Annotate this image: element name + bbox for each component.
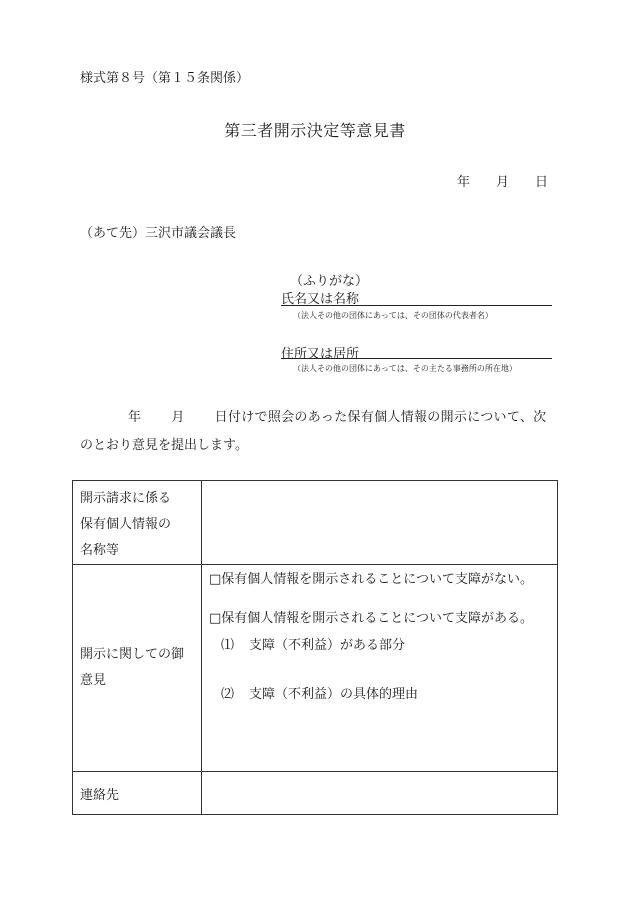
label-line: 開示に関しての御 xyxy=(80,647,185,662)
label-line: 開示請求に係る xyxy=(80,491,172,506)
opinion-table xyxy=(72,480,558,815)
opinion-cell xyxy=(202,565,558,772)
no-objection-checkbox[interactable]: □保有個人情報を開示されることについて支障がない。 xyxy=(209,572,534,587)
table-row xyxy=(73,481,558,565)
furigana-label: （ふりがな） xyxy=(290,274,369,289)
name-label: 氏名又は名称 xyxy=(281,292,360,307)
item-number: ⑴ xyxy=(221,638,235,653)
addressee: （あて先）三沢市議会議長 xyxy=(80,226,237,241)
date-month: 月 xyxy=(496,175,510,190)
contact-cell[interactable] xyxy=(202,772,558,815)
address-label: 住所又は居所 xyxy=(281,347,360,362)
contact-label: 連絡先 xyxy=(73,772,202,815)
table-row xyxy=(73,772,558,815)
info-name-label xyxy=(73,481,202,565)
info-name-cell[interactable] xyxy=(202,481,558,565)
item-number: ⑵ xyxy=(221,687,235,702)
name-note: （法人その他の団体にあっては、その団体の代表者名） xyxy=(293,311,493,320)
item-text: 支障（不利益）の具体的理由 xyxy=(249,687,419,702)
label-line: 名称等 xyxy=(80,543,120,558)
date-line xyxy=(457,171,548,190)
body-year: 年 xyxy=(128,410,142,425)
body-month: 月 xyxy=(171,410,185,425)
objection-reason-item xyxy=(209,686,557,703)
body-line-2: のとおり意見を提出します。 xyxy=(80,438,248,453)
document-title: 第三者開示決定等意見書 xyxy=(224,121,406,140)
body-line-1 xyxy=(80,406,546,425)
date-year: 年 xyxy=(457,175,471,190)
label-line: 保有個人情報の xyxy=(80,517,172,532)
objection-checkbox[interactable]: □保有個人情報を開示されることについて支障がある。 xyxy=(209,611,534,626)
form-number: 様式第８号（第１５条関係） xyxy=(80,71,250,86)
address-note: （法人その他の団体にあっては、その主たる事務所の所在地） xyxy=(293,364,517,373)
opinion-label xyxy=(73,565,202,772)
date-day: 日 xyxy=(535,175,549,190)
item-text: 支障（不利益）がある部分 xyxy=(249,638,406,653)
name-field-line[interactable] xyxy=(281,305,552,306)
body-text: 日付けで照会のあった保有個人情報の開示について、次 xyxy=(214,410,547,425)
label-line: 意見 xyxy=(80,673,107,688)
objection-part-item xyxy=(209,637,557,654)
table-row xyxy=(73,565,558,772)
address-field-line[interactable] xyxy=(281,358,552,359)
